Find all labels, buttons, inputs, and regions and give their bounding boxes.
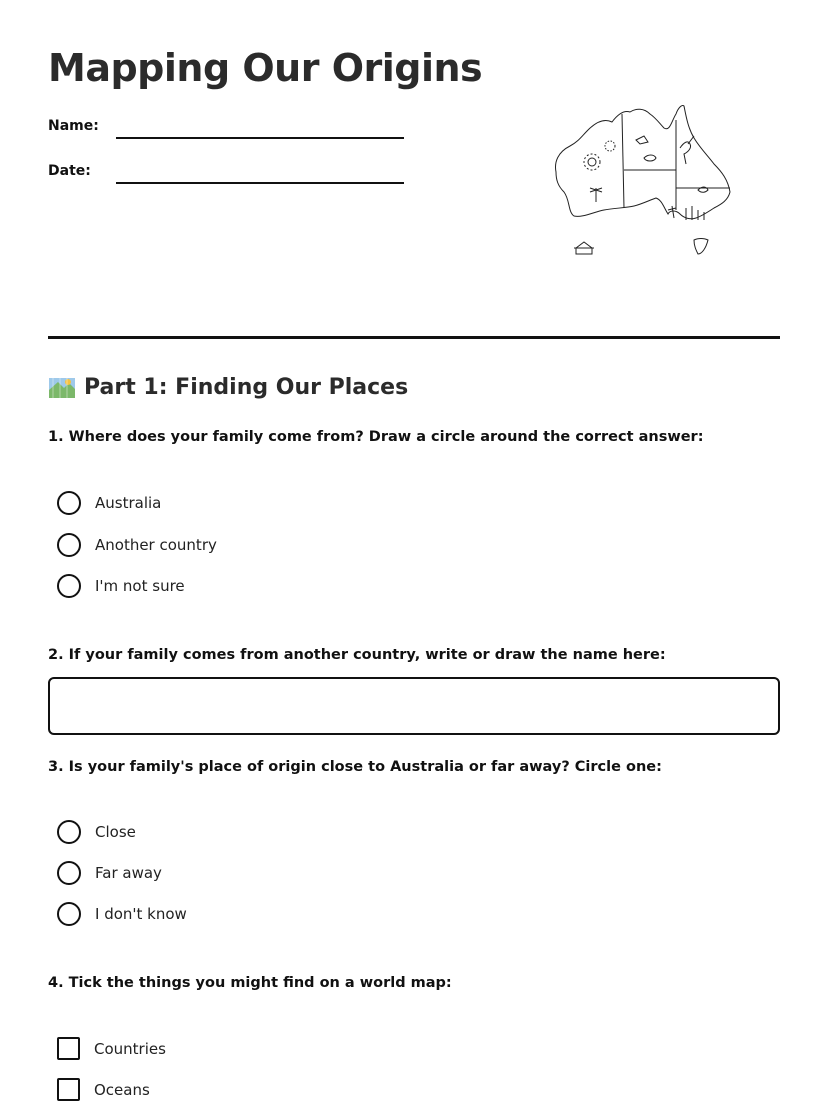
option-label: Far away bbox=[95, 864, 162, 882]
checkbox[interactable] bbox=[57, 1037, 80, 1060]
name-field[interactable] bbox=[116, 137, 404, 139]
radio-circle[interactable] bbox=[57, 574, 81, 598]
section-title-text: Part 1: Finding Our Places bbox=[84, 375, 409, 400]
question-2: 2. If your family comes from another country, write or draw the name here: bbox=[48, 647, 666, 663]
option-label: Another country bbox=[95, 536, 217, 554]
radio-circle[interactable] bbox=[57, 902, 81, 926]
option-label: Australia bbox=[95, 494, 162, 512]
radio-circle[interactable] bbox=[57, 491, 81, 515]
q1-option-australia[interactable] bbox=[57, 491, 161, 515]
question-4: 4. Tick the things you might find on a world map: bbox=[48, 975, 452, 991]
australia-map-illustration bbox=[552, 100, 736, 262]
radio-circle[interactable] bbox=[57, 861, 81, 885]
country-answer-box[interactable] bbox=[48, 677, 780, 735]
date-field[interactable] bbox=[116, 182, 404, 184]
radio-circle[interactable] bbox=[57, 533, 81, 557]
page-title: Mapping Our Origins bbox=[48, 46, 483, 90]
question-3: 3. Is your family's place of origin close to Australia or far away? Circle one: bbox=[48, 759, 662, 775]
q1-option-another-country[interactable] bbox=[57, 533, 217, 557]
q3-option-close[interactable] bbox=[57, 820, 136, 844]
radio-circle[interactable] bbox=[57, 820, 81, 844]
option-label: I'm not sure bbox=[95, 577, 185, 595]
option-label: Close bbox=[95, 823, 136, 841]
option-label: I don't know bbox=[95, 905, 187, 923]
option-label: Oceans bbox=[94, 1080, 150, 1099]
section-title bbox=[48, 375, 408, 400]
question-1: 1. Where does your family come from? Draw a circle around the correct answer: bbox=[48, 429, 704, 445]
option-label: Countries bbox=[94, 1039, 166, 1058]
checkbox[interactable] bbox=[57, 1078, 80, 1101]
world-map-icon bbox=[48, 376, 76, 400]
q1-option-not-sure[interactable] bbox=[57, 574, 185, 598]
section-divider bbox=[48, 336, 780, 339]
q3-option-dont-know[interactable] bbox=[57, 902, 187, 926]
q4-option-oceans[interactable] bbox=[57, 1078, 150, 1101]
q3-option-far-away[interactable] bbox=[57, 861, 162, 885]
date-label: Date: bbox=[48, 163, 91, 179]
name-label: Name: bbox=[48, 118, 99, 134]
q4-option-countries[interactable] bbox=[57, 1037, 166, 1060]
